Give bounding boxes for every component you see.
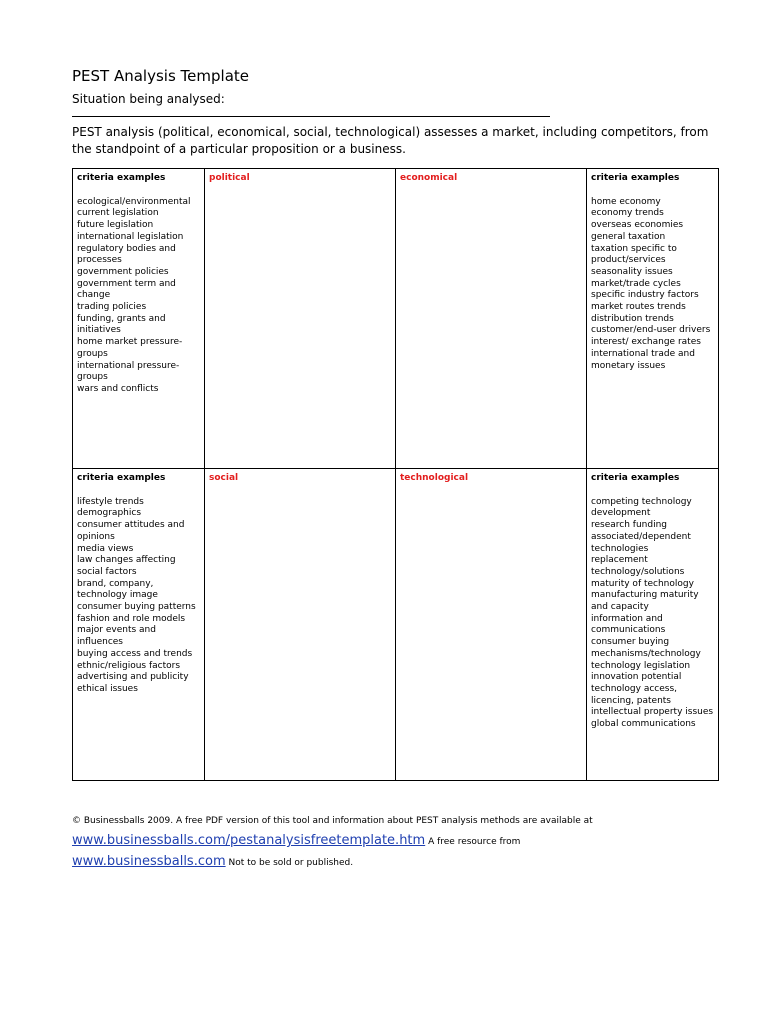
situation-label: Situation being analysed: [72,92,225,106]
criteria-item: lifestyle trends [77,496,144,507]
intro-paragraph: PEST analysis (political, economical, social, technological) assesses a market, including competitors, from the standpoint of a particular proposition or a business. [72,125,709,156]
pest-table [72,168,719,781]
criteria-item: research funding [591,520,668,531]
criteria-item: demographics [77,508,142,519]
criteria-item: current legislation [77,208,159,219]
criteria-item: major events and influences [77,625,156,648]
criteria-item: overseas economies [591,220,684,231]
criteria-heading: criteria examples [77,173,166,183]
criteria-item: international legislation [77,231,184,242]
criteria-item: government policies [77,266,169,277]
criteria-item: intellectual property issues [591,707,714,718]
social-criteria-list [77,497,201,696]
criteria-item: consumer buying mechanisms/technology [591,637,701,659]
criteria-item: maturity of technology [591,578,694,589]
criteria-item: advertising and publicity [77,672,189,683]
criteria-item: wars and conflicts [77,383,159,394]
criteria-item: fashion and role models [77,613,186,624]
technological-cell[interactable] [396,469,587,781]
criteria-item: media views [77,543,134,554]
economical-heading: economical [400,173,458,183]
pest-row-bottom [73,469,719,781]
footer-note-1: A free resource from [428,837,521,847]
criteria-item: replacement technology/solutions [591,555,685,577]
criteria-heading: criteria examples [591,173,680,183]
criteria-item: market/trade cycles [591,278,681,289]
footer-line-1 [72,831,732,852]
criteria-item: government term and change [77,278,176,301]
criteria-item: seasonality issues [591,266,673,277]
technological-criteria-list [591,497,715,731]
criteria-item: international pressure-groups [77,360,180,383]
criteria-item: associated/dependent technologies [591,531,691,554]
criteria-item: general taxation [591,231,666,242]
criteria-item: future legislation [77,220,154,231]
criteria-item: technology legislation [591,660,691,671]
criteria-heading: criteria examples [591,473,680,483]
criteria-item: taxation specific to product/services [591,243,677,266]
criteria-item: home economy [591,196,661,207]
criteria-item: regulatory bodies and processes [77,243,176,266]
criteria-item: trading policies [77,302,147,313]
criteria-item: ethical issues [77,683,138,694]
criteria-item: global communications [591,719,696,730]
technological-heading: technological [400,473,469,483]
footer-line-2 [72,852,732,873]
criteria-item: funding, grants and initiatives [77,313,166,336]
political-heading: political [209,173,250,183]
social-heading: social [209,473,239,483]
political-criteria-list [77,197,201,396]
criteria-item: technology access, licencing, patents [591,683,678,706]
footer [72,812,732,873]
political-criteria-cell [73,169,205,469]
criteria-heading: criteria examples [77,473,166,483]
political-cell[interactable] [205,169,396,469]
economical-criteria-cell [587,169,719,469]
criteria-item: distribution trends [591,313,674,324]
criteria-item: innovation potential [591,672,682,683]
criteria-item: consumer buying patterns [77,602,196,613]
businessballs-link[interactable]: www.businessballs.com [72,854,226,869]
criteria-item: market routes trends [591,302,686,313]
criteria-item: information and communications [591,613,666,636]
criteria-item: interest/ exchange rates [591,337,701,348]
page-title: PEST Analysis Template [72,67,249,85]
pest-template-link[interactable]: www.businessballs.com/pestanalysisfreetemplate.htm [72,833,426,848]
criteria-item: brand, company, technology image [77,578,158,601]
footer-note-2: Not to be sold or published. [228,858,354,868]
criteria-item: international trade and monetary issues [591,348,695,371]
social-cell[interactable] [205,469,396,781]
criteria-item: buying access and trends [77,648,193,659]
criteria-item: competing technology development [591,496,692,519]
economical-criteria-list [591,197,715,373]
criteria-item: home market pressure-groups [77,337,183,359]
footer-copyright: © Businessballs 2009. A free PDF version of this tool and information about PEST analysis methods are available at [72,816,593,826]
social-criteria-cell [73,469,205,781]
criteria-item: economy trends [591,208,664,219]
criteria-item: law changes affecting social factors [77,555,176,577]
pest-row-top [73,169,719,469]
criteria-item: specific industry factors [591,290,699,301]
situation-blank-line [72,116,550,117]
technological-criteria-cell [587,469,719,781]
criteria-item: ethnic/religious factors [77,660,181,671]
criteria-item: customer/end-user drivers [591,325,711,336]
criteria-item: consumer attitudes and opinions [77,520,185,542]
economical-cell[interactable] [396,169,587,469]
criteria-item: ecological/environmental [77,196,191,207]
criteria-item: manufacturing maturity and capacity [591,590,699,613]
